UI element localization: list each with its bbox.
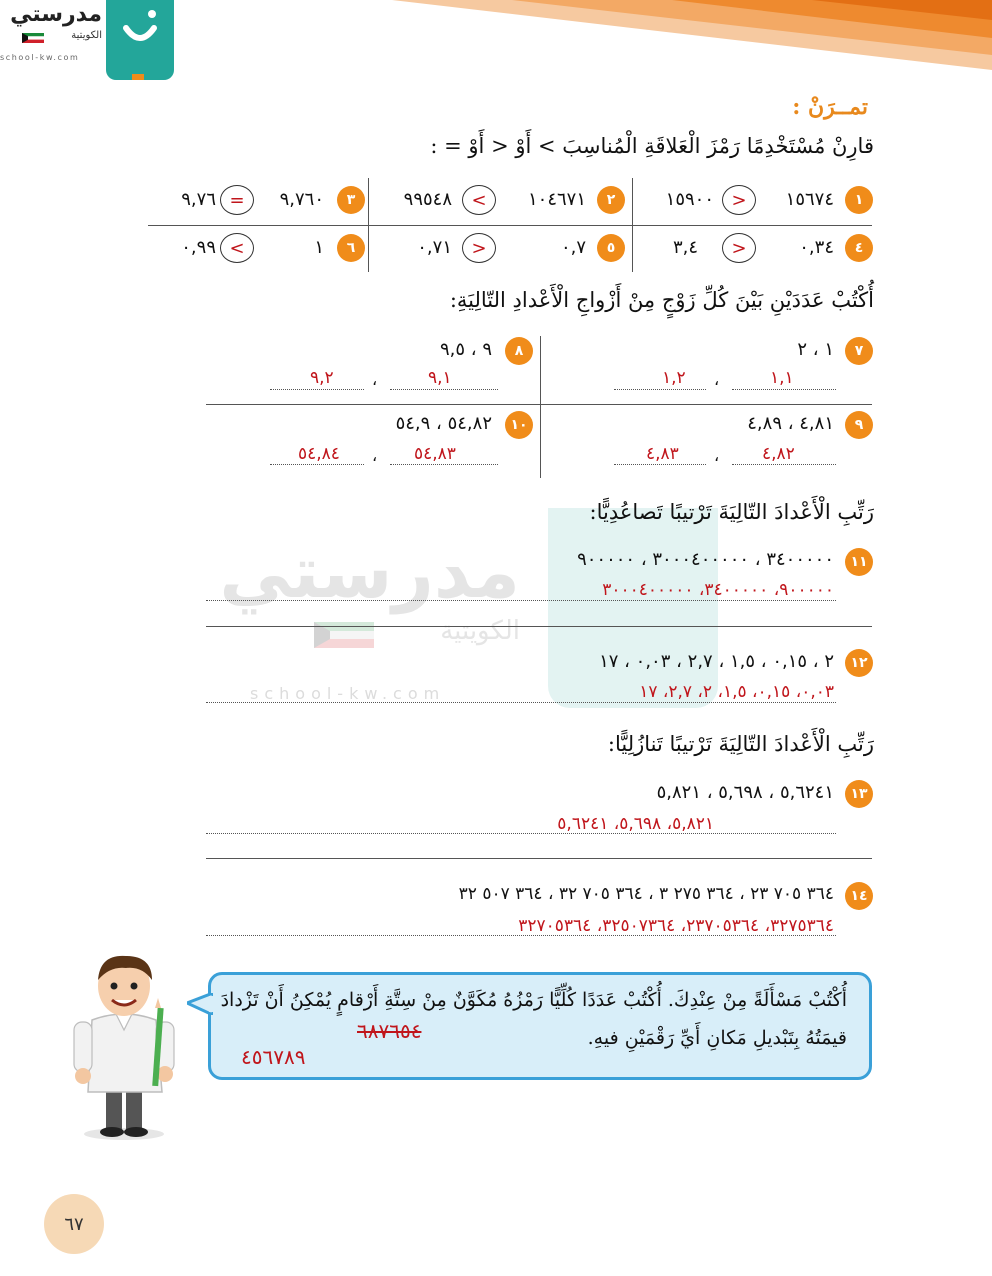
answer-line xyxy=(270,464,364,465)
exercise-number-badge: ٣ xyxy=(337,186,365,214)
logo-mark xyxy=(106,0,174,80)
answer-value: ١,٢ xyxy=(662,368,686,388)
answer-line xyxy=(614,389,706,390)
answer-line xyxy=(206,702,836,703)
number-list: ٣٤٠٠٠٠٠ ، ٣٠٠٠٤٠٠٠٠٠ ، ٩٠٠٠٠٠ xyxy=(577,549,834,570)
grid-divider xyxy=(206,404,872,405)
watermark-mark xyxy=(548,508,718,708)
number-pair: ١ ، ٢ xyxy=(797,339,834,360)
logo-subtitle: الكويتية xyxy=(71,30,102,41)
section-divider xyxy=(206,626,872,627)
compare-left-value: ١٥٦٧٤ xyxy=(785,189,834,210)
number-list: ٢ ، ٠,١٥ ، ١,٥ ، ٢,٧ ، ٠,٠٣ ، ١٧ xyxy=(599,651,834,672)
section-divider xyxy=(206,858,872,859)
exercise-number-badge: ١٤ xyxy=(845,882,873,910)
answer-value: ٠,٠٣، ٠,١٥، ١,٥، ٢، ٢,٧، ١٧ xyxy=(639,682,834,702)
comparison-symbol: > xyxy=(462,233,496,263)
kuwait-flag-icon xyxy=(22,33,44,43)
answer-value: ١,١ xyxy=(770,368,794,388)
compare-left-value: ١ xyxy=(314,237,324,258)
exercise-number-badge: ١٣ xyxy=(845,780,873,808)
answer-value: ٤,٨٢ xyxy=(762,444,795,464)
number-pair: ٥٤,٨٢ ، ٥٤,٩ xyxy=(395,413,492,434)
compare-right-value: ٠,٧١ xyxy=(417,237,452,258)
exercise-number-badge: ٩ xyxy=(845,411,873,439)
comparison-symbol: > xyxy=(722,185,756,215)
compare-left-value: ١٠٤٦٧١ xyxy=(527,189,586,210)
logo-title: مدرستي xyxy=(10,2,102,27)
compare-right-value: ٣,٤ xyxy=(672,237,698,258)
compare-right-value: ٠,٩٩ xyxy=(181,237,216,258)
exercise-number-badge: ١١ xyxy=(845,548,873,576)
callout-pointer xyxy=(187,993,213,1015)
answer-line xyxy=(206,600,836,601)
instruction-descending: رَتِّبِ الْأَعْدادَ التّالِيَةَ تَرْتيبًا تَنازُلِيًّا: xyxy=(607,732,874,756)
answer-line xyxy=(614,464,706,465)
comparison-symbol: < xyxy=(462,185,496,215)
answer-value: ٩٠٠٠٠٠، ٣٤٠٠٠٠٠، ٣٠٠٠٤٠٠٠٠٠ xyxy=(602,580,834,600)
student-character-illustration xyxy=(66,946,196,1142)
instruction-ascending: رَتِّبِ الْأَعْدادَ التّالِيَةَ تَرْتيبًا تَصاعُدِيًّا: xyxy=(589,500,874,524)
number-pair: ٤,٨١ ، ٤,٨٩ xyxy=(747,413,834,434)
comma-separator: ، xyxy=(714,370,720,389)
number-list: ٥,٦٢٤١ ، ٥,٦٩٨ ، ٥,٨٢١ xyxy=(656,782,834,803)
compare-left-value: ٩,٧٦٠ xyxy=(279,189,324,210)
answer-value: ٥٤,٨٣ xyxy=(414,444,456,464)
exercise-number-badge: ٢ xyxy=(597,186,625,214)
challenge-answer: ٤٥٦٧٨٩ xyxy=(241,1045,306,1069)
grid-divider xyxy=(148,225,872,226)
answer-value: ٣٢٧٥٣٦٤، ٢٣٧٠٥٣٦٤، ٣٢٥٠٧٣٦٤، ٣٢٧٠٥٣٦٤ xyxy=(518,916,834,936)
exercise-title: تمــرَنْ : xyxy=(792,94,868,120)
page-number: ٦٧ xyxy=(44,1194,104,1254)
compare-left-value: ٠,٧ xyxy=(560,237,586,258)
exercise-number-badge: ٧ xyxy=(845,337,873,365)
watermark-subtitle: الكويتية xyxy=(440,616,520,646)
exercise-number-badge: ٤ xyxy=(845,234,873,262)
exercise-number-badge: ٨ xyxy=(505,337,533,365)
comparison-symbol: < xyxy=(220,233,254,263)
compare-right-value: ١٥٩٠٠ xyxy=(665,189,714,210)
grid-divider xyxy=(540,336,541,478)
challenge-callout xyxy=(208,972,872,1080)
exercise-number-badge: ١ xyxy=(845,186,873,214)
exercise-number-badge: ٦ xyxy=(337,234,365,262)
number-pair: ٩ ، ٩,٥ xyxy=(440,339,492,360)
compare-left-value: ٠,٣٤ xyxy=(799,237,834,258)
watermark-title: مدرستي xyxy=(219,530,520,614)
answer-value: ٥٤,٨٤ xyxy=(298,444,340,464)
answer-line xyxy=(206,935,836,936)
logo-url: school-kw.com xyxy=(0,53,80,62)
answer-value: ٥,٨٢١، ٥,٦٩٨، ٥,٦٢٤١ xyxy=(557,814,714,834)
challenge-line-2: قيمَتُهُ بِتَبْديلِ مَكانِ أَيِّ رَقْمَيْنِ فيهِ. xyxy=(587,1027,847,1049)
exercise-number-badge: ٥ xyxy=(597,234,625,262)
answer-line xyxy=(390,464,498,465)
compare-right-value: ٩٩٥٤٨ xyxy=(403,189,452,210)
answer-line xyxy=(732,389,836,390)
answer-value: ٩,٢ xyxy=(310,368,334,388)
answer-line xyxy=(390,389,498,390)
comma-separator: ، xyxy=(372,446,378,465)
answer-line xyxy=(732,464,836,465)
compare-right-value: ٩,٧٦ xyxy=(181,189,216,210)
answer-line xyxy=(206,833,836,834)
comma-separator: ، xyxy=(714,446,720,465)
exercise-number-badge: ١٢ xyxy=(845,649,873,677)
header-decoration xyxy=(392,0,992,70)
answer-value: ٤,٨٣ xyxy=(646,444,679,464)
number-list: ٣٦٤ ٧٠٥ ٢٣ ، ٣٦٤ ٢٧٥ ٣ ، ٣٦٤ ٧٠٥ ٣٢ ، ٣٦٤ ٥٠٧ ٣٢ xyxy=(458,884,834,904)
answer-value: ٩,١ xyxy=(428,368,452,388)
challenge-line-1: أُكْتُبْ مَسْأَلَةً مِنْ عِنْدِكَ. أُكْتُبْ عَدَدًا كُلِّيًّا رَمْزُهُ مُكَوَّنٌ مِنْ سِتَّةِ أَرْقامٍ يُمْكِنُ أَنْ تَزْدادَ xyxy=(220,989,847,1011)
answer-line xyxy=(270,389,364,390)
exercise-number-badge: ١٠ xyxy=(505,411,533,439)
comparison-symbol: = xyxy=(220,185,254,215)
instruction-compare: قارِنْ مُسْتَخْدِمًا رَمْزَ الْعَلاقَةِ الْمُناسِبَ > أَوْ < أَوْ = : xyxy=(430,134,874,158)
instruction-between: أُكْتُبْ عَدَدَيْنِ بَيْنَ كُلِّ زَوْجٍ مِنْ أَزْواجِ الْأَعْدادِ التّالِيَةِ: xyxy=(449,288,874,312)
comma-separator: ، xyxy=(372,370,378,389)
watermark-url: school-kw.com xyxy=(250,684,446,703)
crossed-answer: ٦٨٧٦٥٤ xyxy=(357,1019,422,1043)
comparison-symbol: > xyxy=(722,233,756,263)
